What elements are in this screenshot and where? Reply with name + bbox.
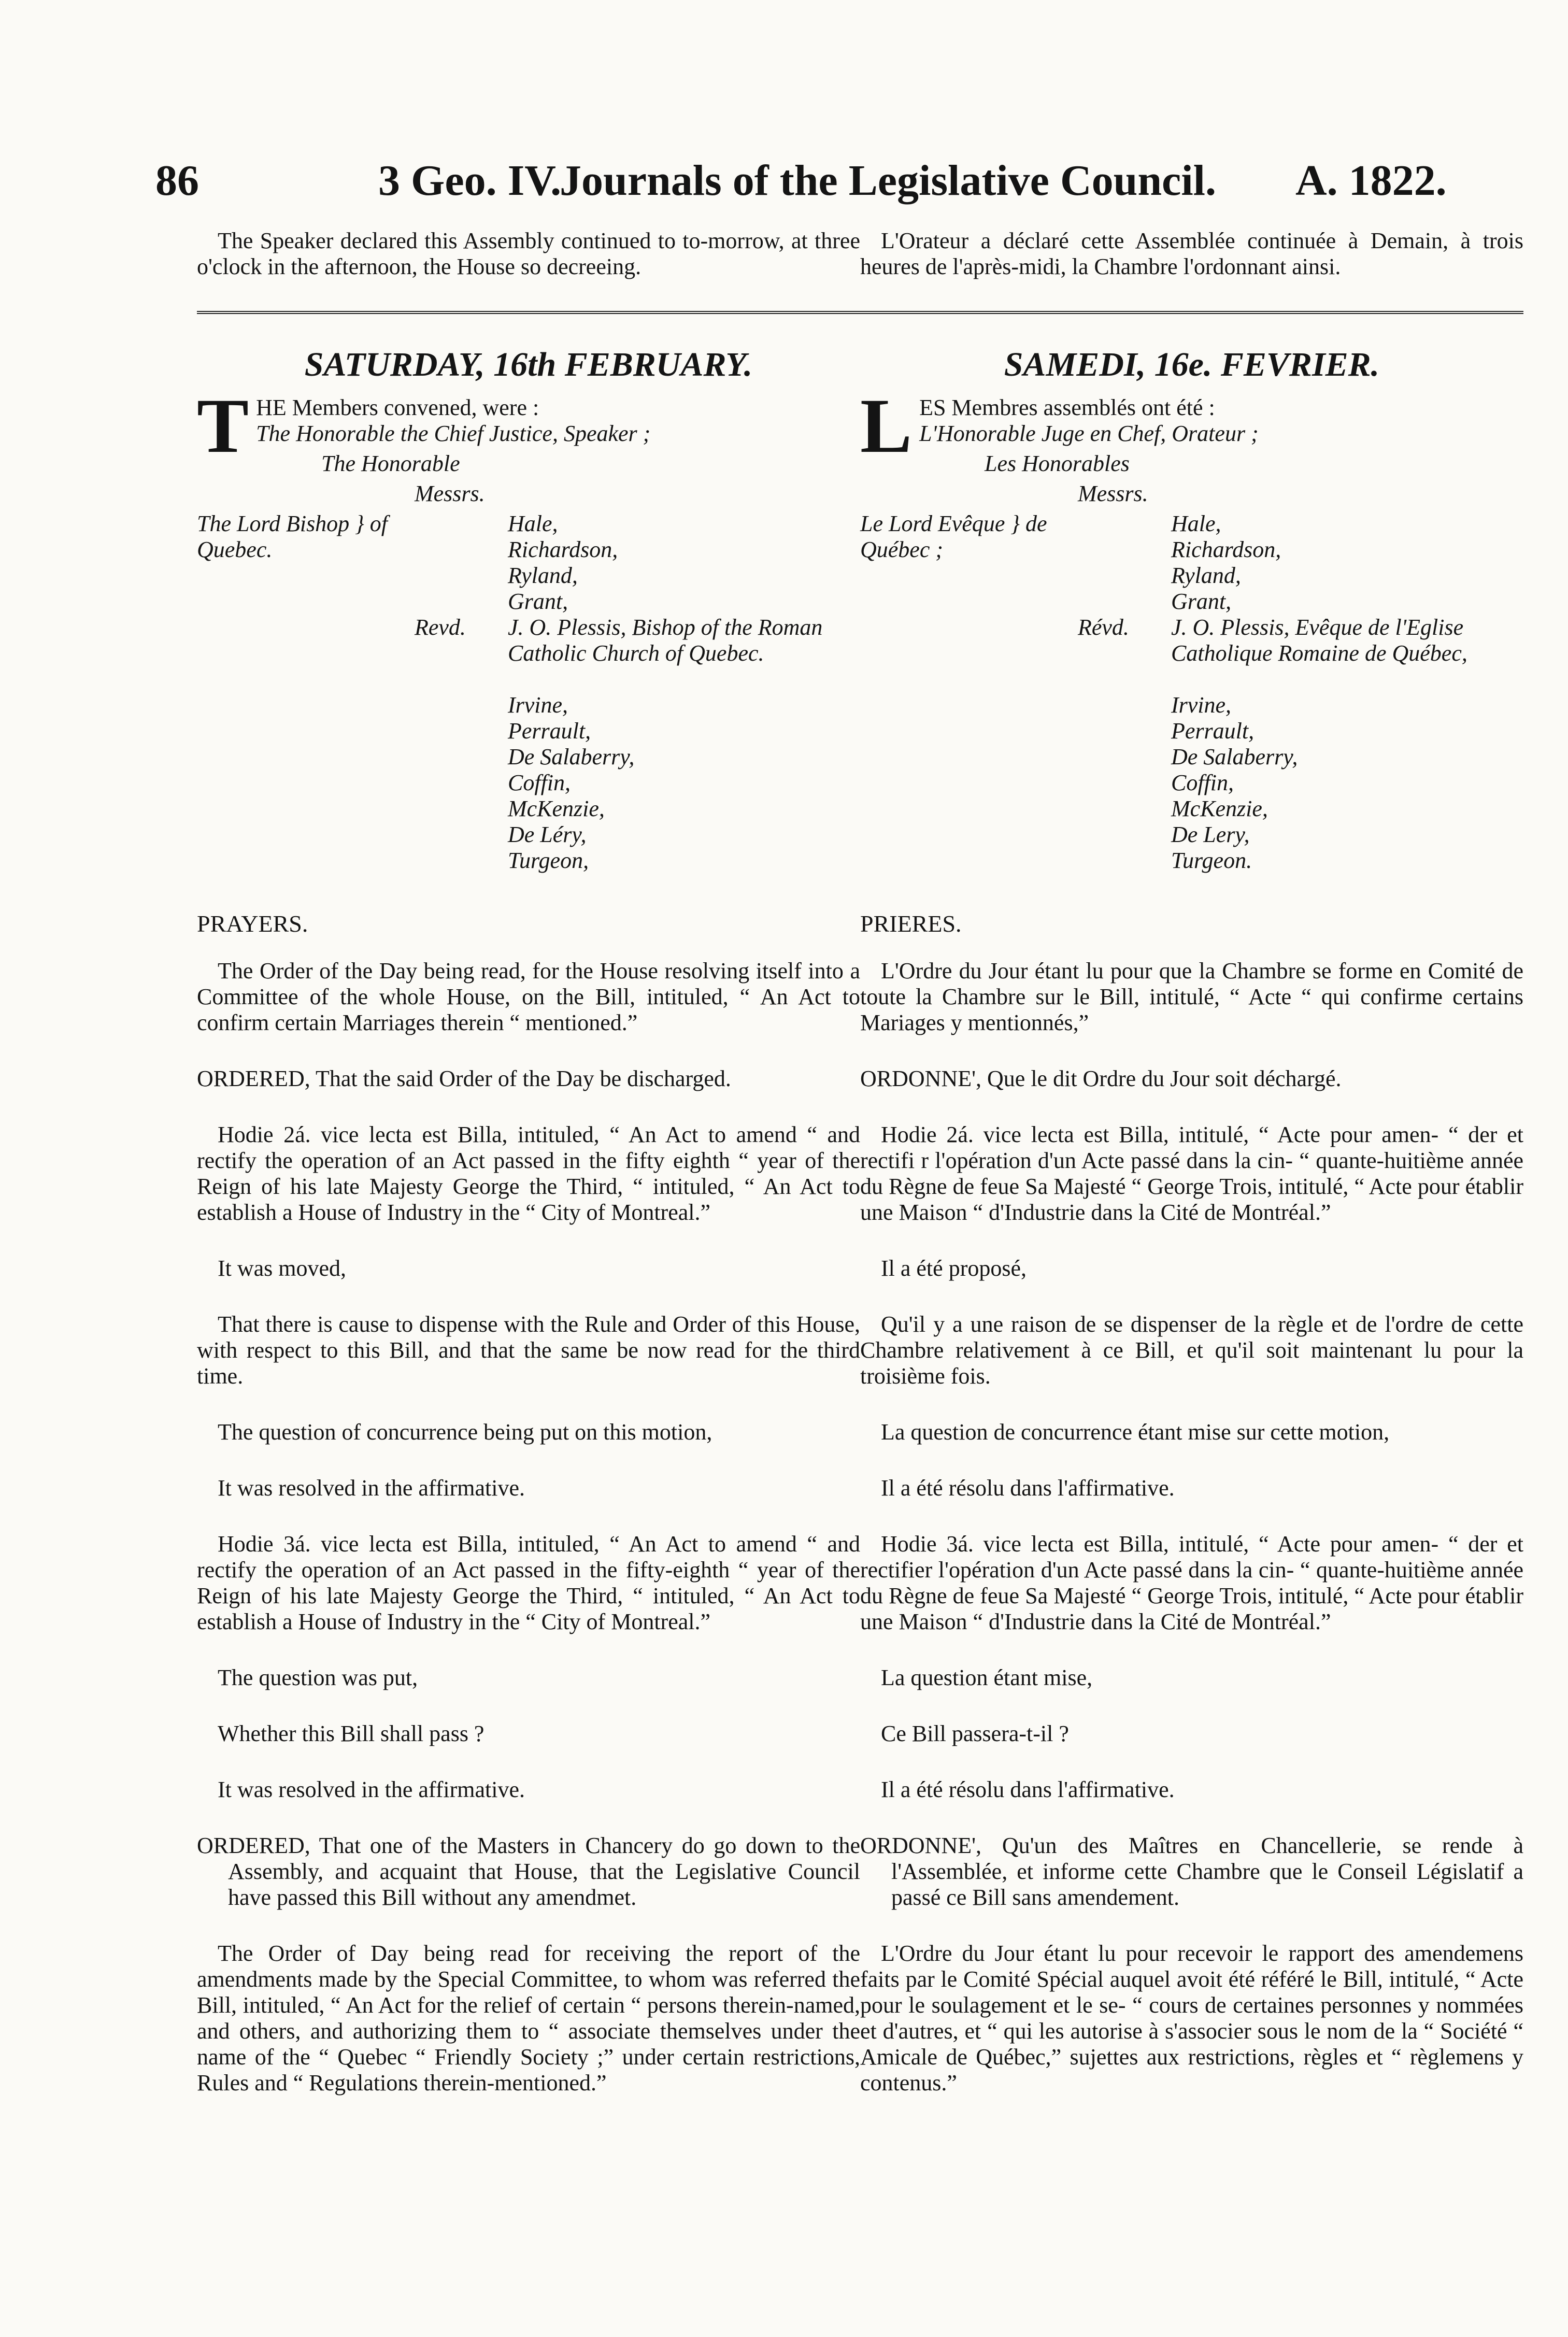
member-name: Hale, [508, 511, 558, 536]
paragraph: Hodie 3á. vice lecta est Billa, intitulé, “ Acte pour amen- “ der et rectifier l'opération d'un Acte passé dans la cin- “ quante-huitième année du Règne de feue Sa Majesté “ George Trois, intitulé, “ Acte pour établir une Maison “ d'Industrie dans la Cité de Montréal.” [860, 1531, 1523, 1634]
paragraph: It was moved, [218, 1256, 347, 1281]
paragraph: The question was put, [218, 1665, 418, 1690]
messrs-label: Messrs. [415, 481, 485, 506]
members-line: HE Members convened, were : [256, 395, 539, 420]
member-names-bottom [1171, 692, 1523, 874]
member-name: Coffin, [508, 770, 571, 795]
paragraph: The Order of the Day being read, for the House resolving itself into a Committee of the whole House, on the Bill, intituled, “ An Act to confirm certain Marriages therein “ mentioned.” [197, 958, 860, 1035]
member-list [197, 511, 860, 910]
paragraph: Il a été résolu dans l'affirmative. [881, 1475, 1175, 1501]
paragraph: Hodie 2á. vice lecta est Billa, intituled, “ An Act to amend “ and rectify the operation of an Act passed in the fifty eighth “ year of the Reign of his late Majesty George the Third, “ intituled, “ An Act to establish a House of Industry in the “ City of Montreal.” [197, 1122, 860, 1225]
honorable-label: The Honorable [321, 451, 460, 476]
bishop-entry: Le Lord Evêque } de Québec ; [860, 511, 1047, 562]
page-header [155, 155, 1503, 218]
paragraph: Il a été proposé, [881, 1256, 1027, 1281]
member-name: McKenzie, [508, 796, 605, 821]
member-name: Coffin, [1171, 770, 1234, 795]
paragraph: ORDONNE', Que le dit Ordre du Jour soit déchargé. [860, 1066, 1342, 1091]
member-name: Richardson, [508, 537, 618, 562]
drop-cap: L [860, 383, 913, 469]
members-line: ES Membres assemblés ont été : [919, 395, 1215, 420]
paragraph: Hodie 2á. vice lecta est Billa, intitulé, “ Acte pour amen- “ der et rectifi r l'opération d'un Acte passé dans la cin- “ quante-huitième année du Règne de feue Sa Majesté “ George Trois, intitulé, “ Acte pour établir une Maison “ d'Industrie dans la Cité de Montréal.” [860, 1122, 1523, 1225]
paragraph: The Order of Day being read for receiving the report of the amendments made by the Special Committee, to whom was referred the Bill, intituled, “ An Act for the relief of certain “ persons therein-named, and others, and authorizing them to “ associate themselves under the name of the “ Quebec “ Friendly Society ;” under certain restrictions, Rules and “ Regulations therein-mentioned.” [197, 1941, 860, 2096]
member-name: Irvine, [508, 692, 568, 718]
paragraph: It was resolved in the affirmative. [218, 1777, 525, 1802]
revd-label: Revd. [415, 615, 466, 640]
adjournment-notice: The Speaker declared this Assembly continued to to-morrow, at three o'clock in the afternoon, the House so decreeing. [197, 228, 860, 279]
member-name: Perrault, [1171, 718, 1255, 744]
paragraph: Il a été résolu dans l'affirmative. [881, 1777, 1175, 1802]
day-heading: SAMEDI, 16e. FEVRIER. [1004, 346, 1380, 383]
paragraph: It was resolved in the affirmative. [218, 1475, 525, 1501]
paragraph: ORDERED, That one of the Masters in Chancery do go down to the Assembly, and acquaint that House, that the Legislative Council have passed this Bill without any amendmet. [197, 1833, 860, 1910]
paragraph: Whether this Bill shall pass ? [218, 1721, 484, 1746]
revd-label: Révd. [1078, 615, 1129, 640]
paragraph: Hodie 3á. vice lecta est Billa, intituled, “ An Act to amend “ and rectify the operation of an Act passed in the fifty-eighth “ year of the Reign of his late Majesty George the Third, “ intituled, “ An Act to establish a House of Industry in the “ City of Montreal.” [197, 1531, 860, 1634]
prayers-heading: PRIERES. [860, 910, 962, 937]
speaker-line: The Honorable the Chief Justice, Speaker ; [256, 421, 651, 446]
member-list [860, 511, 1523, 910]
bishop-entry: The Lord Bishop } of Quebec. [197, 511, 388, 562]
journal-title: Journals of the Legislative Council. [560, 156, 1217, 205]
member-name: Grant, [1171, 589, 1232, 614]
prayers-heading: PRAYERS. [197, 910, 308, 937]
paragraph: That there is cause to dispense with the Rule and Order of this House, with respect to this Bill, and that the same be now read for the third time. [197, 1312, 860, 1389]
revd-name: J. O. Plessis, Evêque de l'Eglise Catholique Romaine de Québec, [1171, 615, 1467, 666]
paragraph: ORDONNE', Qu'un des Maîtres en Chancellerie, se rende à l'Assemblée, et informe cette Chambre que le Conseil Législatif a passé ce Bill sans amendement. [860, 1833, 1523, 1910]
paragraph: La question étant mise, [881, 1665, 1093, 1690]
section-divider [860, 311, 1523, 314]
reign-label: 3 Geo. IV. [378, 156, 562, 205]
journal-year: A. 1822. [1295, 156, 1447, 205]
member-name: Richardson, [1171, 537, 1281, 562]
paragraph: L'Ordre du Jour étant lu pour recevoir le rapport des amendemens faits par le Comité Spécial auquel avoit été référé le Bill, intitulé, “ Acte pour le soulagement et le se- “ cours de certaines personnes y nommées et d'autres, et “ qui les autorise à s'associer sous le nom de la “ Société “ Amicale de Québec,” sujettes aux restrictions, règles et “ règlemens y contenus.” [860, 1941, 1523, 2096]
member-name: De Lery, [1171, 822, 1250, 847]
paragraph: ORDERED, That the said Order of the Day be discharged. [197, 1066, 731, 1091]
member-name: Ryland, [508, 563, 578, 588]
member-name: Turgeon, [508, 848, 589, 873]
member-names-top [1171, 511, 1523, 615]
day-heading: SATURDAY, 16th FEBRUARY. [304, 346, 753, 383]
french-column [860, 228, 1523, 2126]
member-name: De Salaberry, [1171, 744, 1298, 770]
member-names-top [508, 511, 860, 615]
member-name: Irvine, [1171, 692, 1232, 718]
member-name: Hale, [1171, 511, 1221, 536]
member-name: Grant, [508, 589, 568, 614]
member-name: De Léry, [508, 822, 587, 847]
paragraph: L'Ordre du Jour étant lu pour que la Chambre se forme en Comité de toute la Chambre sur le Bill, intitulé, “ Acte “ qui confirme certains Mariages y mentionnés,” [860, 958, 1523, 1035]
paragraph: Qu'il y a une raison de se dispenser de la règle et de l'ordre de cette Chambre relativement à ce Bill, et qu'il soit maintenant lu pour la troisième fois. [860, 1312, 1523, 1389]
adjournment-notice: L'Orateur a déclaré cette Assemblée continuée à Demain, à trois heures de l'après-midi, la Chambre l'ordonnant ainsi. [860, 228, 1523, 279]
member-names-bottom [508, 692, 860, 874]
member-name: Perrault, [508, 718, 591, 744]
member-name: De Salaberry, [508, 744, 635, 770]
page-number: 86 [155, 156, 199, 205]
section-divider [197, 311, 860, 314]
drop-cap: T [197, 383, 249, 469]
revd-name: J. O. Plessis, Bishop of the Roman Catholic Church of Quebec. [508, 615, 823, 666]
member-name: Turgeon. [1171, 848, 1252, 873]
honorable-label: Les Honorables [985, 451, 1130, 476]
paragraph: The question of concurrence being put on this motion, [218, 1419, 712, 1445]
english-column [197, 228, 860, 2126]
speaker-line: L'Honorable Juge en Chef, Orateur ; [919, 421, 1259, 446]
messrs-label: Messrs. [1078, 481, 1148, 506]
paragraph: La question de concurrence étant mise sur cette motion, [881, 1419, 1390, 1445]
paragraph: Ce Bill passera-t-il ? [881, 1721, 1069, 1746]
member-name: Ryland, [1171, 563, 1241, 588]
member-name: McKenzie, [1171, 796, 1268, 821]
